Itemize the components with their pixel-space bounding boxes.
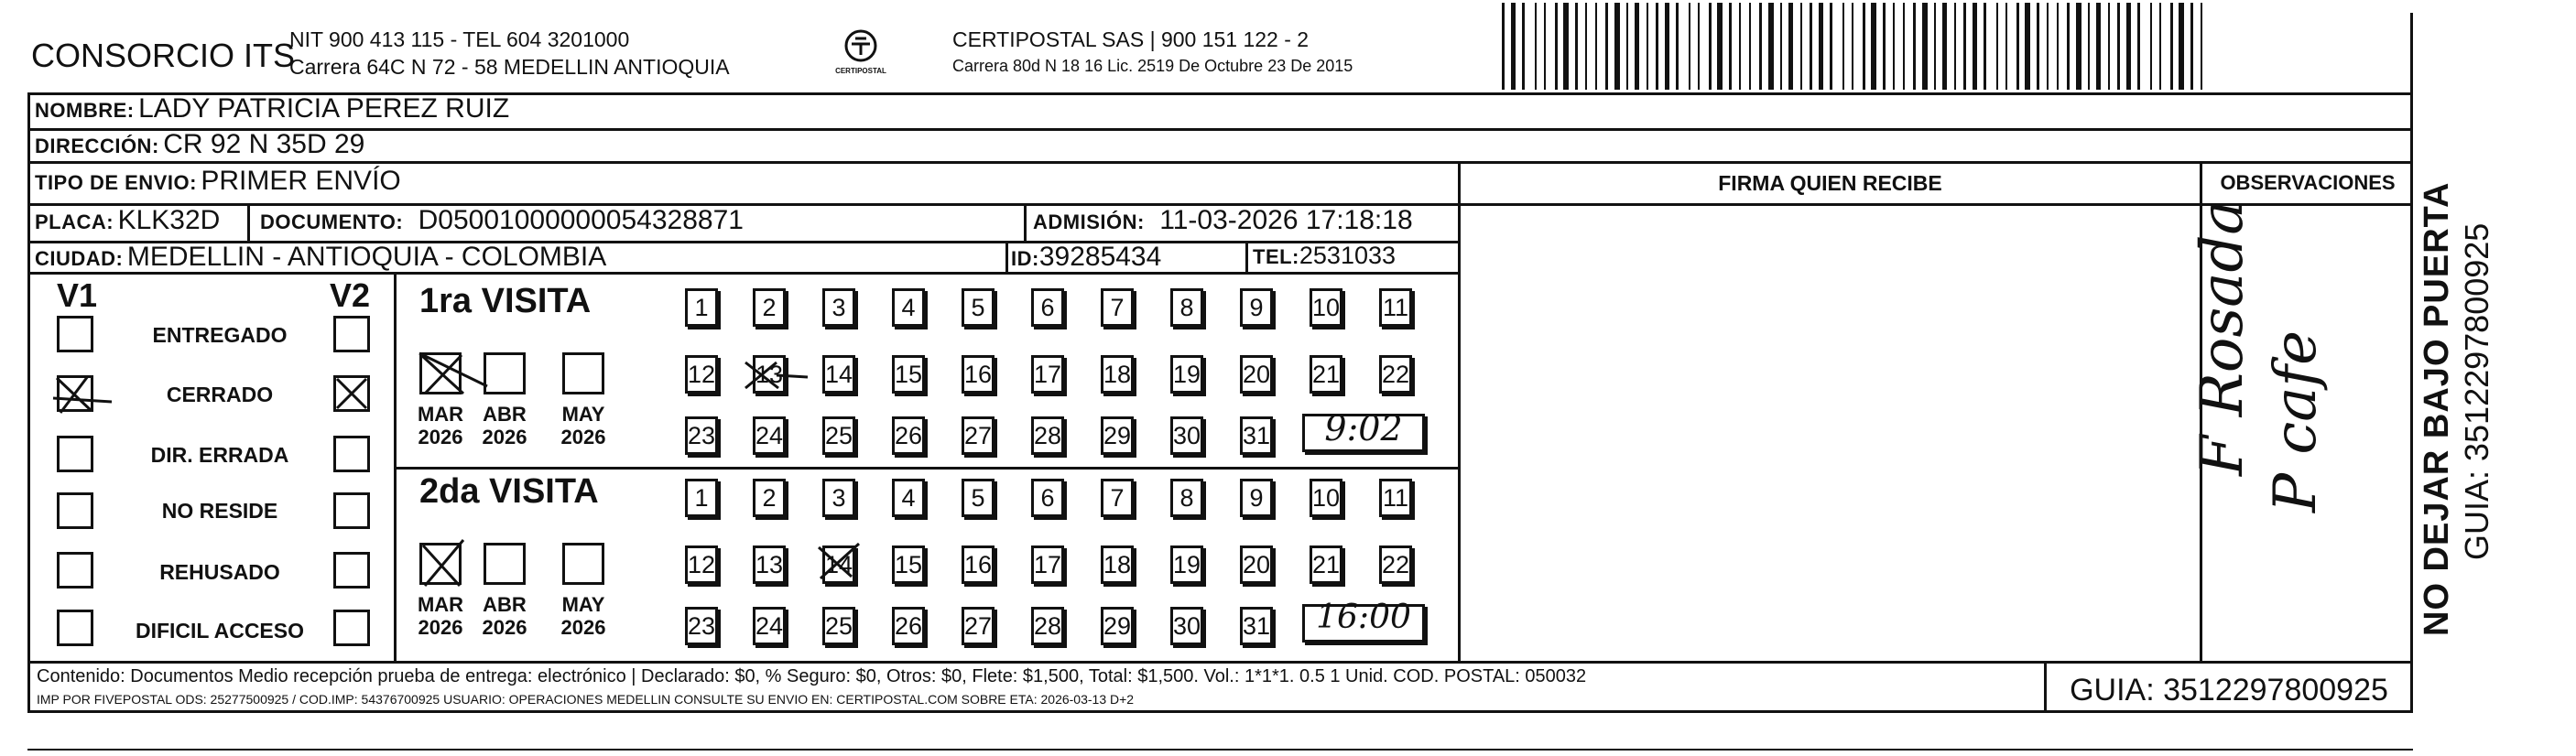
side-guia-number: GUIA: 3512297800925 bbox=[2458, 222, 2495, 560]
visit2-day-5[interactable]: 5 bbox=[962, 479, 995, 517]
visit1-day-29[interactable]: 29 bbox=[1101, 416, 1134, 455]
barcode-bar bbox=[1996, 3, 1998, 90]
visit2-month-may: MAY 2026 bbox=[560, 593, 606, 639]
v1-checkbox-dir-errada[interactable] bbox=[57, 436, 93, 472]
visit2-day-11[interactable]: 11 bbox=[1379, 479, 1412, 517]
carrier-address: Carrera 80d N 18 16 Lic. 2519 De Octubre 23 De 2015 bbox=[952, 57, 1353, 75]
visit1-day-11[interactable]: 11 bbox=[1379, 288, 1412, 327]
barcode-bar bbox=[1689, 3, 1690, 90]
barcode-bar bbox=[1511, 3, 1516, 90]
visit1-day-22[interactable]: 22 bbox=[1379, 355, 1412, 394]
visit1-day-3[interactable]: 3 bbox=[822, 288, 855, 327]
v2-header: V2 bbox=[330, 276, 371, 314]
visit2-day-14[interactable]: 14 bbox=[822, 545, 855, 584]
visit2-day-28[interactable]: 28 bbox=[1031, 607, 1064, 645]
visit2-time: 16:00 bbox=[1316, 599, 1411, 636]
nombre-row bbox=[35, 93, 509, 124]
barcode-bar bbox=[2005, 3, 2007, 90]
visit2-day-7[interactable]: 7 bbox=[1101, 479, 1134, 517]
v1-checkbox-no-reside[interactable] bbox=[57, 492, 93, 529]
company-name: CONSORCIO ITS bbox=[31, 37, 296, 74]
ciudad-value: MEDELLIN - ANTIOQUIA - COLOMBIA bbox=[126, 242, 607, 272]
documento-label: DOCUMENTO: bbox=[260, 211, 404, 233]
barcode-bar bbox=[1934, 3, 1936, 90]
barcode-bar bbox=[1739, 3, 1741, 90]
barcode-bar bbox=[1605, 3, 1608, 90]
v1-header: V1 bbox=[57, 276, 98, 314]
visit2-day-13[interactable]: 13 bbox=[753, 545, 786, 584]
visit1-month-may: MAY 2026 bbox=[560, 403, 606, 448]
direccion-row bbox=[35, 129, 364, 160]
visit2-day-15[interactable]: 15 bbox=[892, 545, 925, 584]
visit2-day-30[interactable]: 30 bbox=[1170, 607, 1203, 645]
barcode-bar bbox=[1522, 3, 1525, 90]
firma-header: FIRMA QUIEN RECIBE bbox=[1718, 171, 1942, 195]
visit1-day-9[interactable]: 9 bbox=[1240, 288, 1273, 327]
barcode-bar bbox=[1759, 3, 1762, 90]
visit2-day-8[interactable]: 8 bbox=[1170, 479, 1203, 517]
ciudad-row bbox=[35, 242, 606, 273]
direccion-value: CR 92 N 35D 29 bbox=[163, 129, 365, 159]
barcode-bar bbox=[1963, 3, 1966, 90]
v2-checkbox-rehusado[interactable] bbox=[333, 552, 370, 589]
visit2-day-12[interactable]: 12 bbox=[685, 545, 718, 584]
status-dificil-acceso: DIFICIL ACCESO bbox=[135, 619, 304, 643]
barcode-bar bbox=[1942, 3, 1947, 90]
visit1-day-12[interactable]: 12 bbox=[685, 355, 718, 394]
barcode-bar bbox=[1984, 3, 1986, 90]
barcode-bar bbox=[1922, 3, 1928, 90]
status-entregado: ENTREGADO bbox=[152, 323, 288, 347]
visit2-day-3[interactable]: 3 bbox=[822, 479, 855, 517]
logo-icon bbox=[842, 27, 879, 64]
barcode-bar bbox=[2126, 3, 2131, 90]
visit1-day-30[interactable]: 30 bbox=[1170, 416, 1203, 455]
barcode-bar bbox=[1535, 3, 1537, 90]
logo-text: CERTIPOSTAL bbox=[835, 67, 886, 75]
company-nit: NIT 900 413 115 - TEL 604 3201000 bbox=[289, 27, 630, 51]
tipo-row bbox=[35, 166, 401, 197]
visit2-day-29[interactable]: 29 bbox=[1101, 607, 1134, 645]
visit1-day-21[interactable]: 21 bbox=[1310, 355, 1342, 394]
id-value: 39285434 bbox=[1038, 242, 1162, 272]
status-rehusado: REHUSADO bbox=[159, 560, 280, 584]
visit1-day-13[interactable]: 13 bbox=[753, 355, 786, 394]
barcode-bar bbox=[1544, 3, 1546, 90]
visit1-month-abr: ABR 2026 bbox=[482, 403, 527, 448]
visit1-month-mar-checkbox[interactable] bbox=[419, 352, 462, 394]
barcode-bar bbox=[2057, 3, 2059, 90]
visit1-day-4[interactable]: 4 bbox=[892, 288, 925, 327]
visit1-day-20[interactable]: 20 bbox=[1240, 355, 1273, 394]
status-no-reside: NO RESIDE bbox=[161, 499, 278, 523]
bottom-rule bbox=[27, 749, 2413, 751]
visit1-day-25[interactable]: 25 bbox=[822, 416, 855, 455]
visit2-day-24[interactable]: 24 bbox=[753, 607, 786, 645]
admision-value: 11-03-2026 17:18:18 bbox=[1159, 205, 1413, 235]
barcode-bar bbox=[1698, 3, 1700, 90]
visit2-day-31[interactable]: 31 bbox=[1240, 607, 1273, 645]
visit2-day-23[interactable]: 23 bbox=[685, 607, 718, 645]
barcode bbox=[1502, 3, 2216, 90]
barcode-bar bbox=[1749, 3, 1751, 90]
observation-handwriting-1: F Rosada bbox=[2189, 200, 2256, 476]
barcode-bar bbox=[1595, 3, 1597, 90]
barcode-bar bbox=[1729, 3, 1732, 90]
nombre-value: LADY PATRICIA PEREZ RUIZ bbox=[138, 93, 510, 124]
placa-value: KLK32D bbox=[117, 205, 221, 235]
visit1-day-14[interactable]: 14 bbox=[822, 355, 855, 394]
tel-label: TEL: bbox=[1253, 245, 1299, 268]
barcode-bar bbox=[1614, 3, 1620, 90]
visit1-day-7[interactable]: 7 bbox=[1101, 288, 1134, 327]
barcode-bar bbox=[2047, 3, 2049, 90]
footer-guia: GUIA: 3512297800925 bbox=[2070, 673, 2388, 707]
visit2-month-mar-checkbox[interactable] bbox=[419, 543, 462, 585]
barcode-bar bbox=[2117, 3, 2120, 90]
barcode-bar bbox=[1717, 3, 1723, 90]
visit2-day-10[interactable]: 10 bbox=[1310, 479, 1342, 517]
barcode-bar bbox=[1768, 3, 1774, 90]
barcode-bar bbox=[1575, 3, 1578, 90]
barcode-bar bbox=[2088, 3, 2090, 90]
visit2-day-22[interactable]: 22 bbox=[1379, 545, 1412, 584]
footer-contenido: Contenido: Documentos Medio recepción prueba de entrega: electrónico | Declarado: $0, % Seguro: $0, Otros: $0, Flete: $1,500, Total: $1,500. Vol.: 1*1*1. 0.5 1 Unid. COD. POSTAL: 050032 bbox=[37, 666, 1587, 686]
visit1-day-18[interactable]: 18 bbox=[1101, 355, 1134, 394]
visit2-day-27[interactable]: 27 bbox=[962, 607, 995, 645]
documento-row bbox=[260, 205, 744, 236]
visit2-day-18[interactable]: 18 bbox=[1101, 545, 1134, 584]
barcode-bar bbox=[1871, 3, 1876, 90]
visit1-day-1[interactable]: 1 bbox=[685, 288, 718, 327]
visit1-month-abr-checkbox[interactable] bbox=[484, 352, 526, 394]
visit1-day-17[interactable]: 17 bbox=[1031, 355, 1064, 394]
barcode-bar bbox=[1863, 3, 1865, 90]
v2-checkbox-no-reside[interactable] bbox=[333, 492, 370, 529]
visit2-day-17[interactable]: 17 bbox=[1031, 545, 1064, 584]
carrier-name: CERTIPOSTAL SAS | 900 151 122 - 2 bbox=[952, 27, 1310, 51]
admision-row bbox=[1033, 205, 1413, 236]
v1-checkbox-rehusado[interactable] bbox=[57, 552, 93, 589]
visit1-day-15[interactable]: 15 bbox=[892, 355, 925, 394]
barcode-bar bbox=[1903, 3, 1905, 90]
barcode-bar bbox=[1647, 3, 1648, 90]
barcode-bar bbox=[1780, 3, 1782, 90]
id-row bbox=[1011, 242, 1161, 273]
visit2-title: 2da VISITA bbox=[419, 472, 599, 511]
barcode-bar bbox=[1883, 3, 1886, 90]
barcode-bar bbox=[1555, 3, 1558, 90]
visit1-day-2[interactable]: 2 bbox=[753, 288, 786, 327]
visit2-month-abr: ABR 2026 bbox=[482, 593, 527, 639]
barcode-bar bbox=[2150, 3, 2152, 90]
v1-checkbox-cerrado[interactable] bbox=[57, 375, 93, 412]
barcode-bar bbox=[2067, 3, 2070, 90]
no-dejar-bajo-puerta-notice: NO DEJAR BAJO PUERTA bbox=[2418, 181, 2456, 636]
barcode-bar bbox=[1973, 3, 1977, 90]
tel-value: 2531033 bbox=[1299, 242, 1397, 269]
frame-right-extension bbox=[2410, 13, 2413, 168]
tipo-label: TIPO DE ENVIO: bbox=[35, 171, 197, 194]
visit1-day-8[interactable]: 8 bbox=[1170, 288, 1203, 327]
visit2-day-2[interactable]: 2 bbox=[753, 479, 786, 517]
barcode-bar bbox=[1635, 3, 1639, 90]
v2-checkbox-cerrado[interactable] bbox=[333, 375, 370, 412]
tel-row bbox=[1253, 242, 1396, 270]
visit1-day-24[interactable]: 24 bbox=[753, 416, 786, 455]
visit1-title: 1ra VISITA bbox=[419, 282, 592, 320]
visit2-month-mar: MAR 2026 bbox=[417, 593, 464, 639]
barcode-bar bbox=[1626, 3, 1628, 90]
admision-label: ADMISIÓN: bbox=[1033, 211, 1145, 233]
barcode-bar bbox=[2037, 3, 2039, 90]
company-address: Carrera 64C N 72 - 58 MEDELLIN ANTIOQUIA bbox=[289, 55, 730, 79]
visit2-month-abr-checkbox[interactable] bbox=[484, 543, 526, 585]
barcode-bar bbox=[2076, 3, 2081, 90]
visit2-day-16[interactable]: 16 bbox=[962, 545, 995, 584]
id-label: ID: bbox=[1011, 247, 1039, 270]
barcode-bar bbox=[1842, 3, 1844, 90]
visit1-time: 9:02 bbox=[1324, 408, 1403, 448]
visit2-month-may-checkbox[interactable] bbox=[562, 543, 604, 585]
visit2-day-4[interactable]: 4 bbox=[892, 479, 925, 517]
ciudad-label: CIUDAD: bbox=[35, 247, 124, 270]
placa-label: PLACA: bbox=[35, 211, 114, 233]
barcode-bar bbox=[2096, 3, 2101, 90]
barcode-bar bbox=[2201, 3, 2202, 90]
visit2-day-9[interactable]: 9 bbox=[1240, 479, 1273, 517]
tipo-value: PRIMER ENVÍO bbox=[201, 166, 401, 196]
documento-value: D05001000000054328871 bbox=[418, 205, 744, 235]
barcode-bar bbox=[1665, 3, 1669, 90]
barcode-bar bbox=[2016, 3, 2019, 90]
barcode-bar bbox=[1800, 3, 1802, 90]
placa-row bbox=[35, 205, 220, 236]
barcode-bar bbox=[1893, 3, 1895, 90]
visit2-day-1[interactable]: 1 bbox=[685, 479, 718, 517]
barcode-bar bbox=[1676, 3, 1679, 90]
status-cerrado: CERRADO bbox=[166, 383, 274, 406]
barcode-bar bbox=[1709, 3, 1712, 90]
visit1-day-6[interactable]: 6 bbox=[1031, 288, 1064, 327]
v1-checkbox-entregado[interactable] bbox=[57, 316, 93, 352]
visit2-day-26[interactable]: 26 bbox=[892, 607, 925, 645]
v2-checkbox-dificil-acceso[interactable] bbox=[333, 610, 370, 646]
barcode-bar bbox=[1954, 3, 1956, 90]
barcode-bar bbox=[2190, 3, 2193, 90]
visit1-day-31[interactable]: 31 bbox=[1240, 416, 1273, 455]
visit2-day-19[interactable]: 19 bbox=[1170, 545, 1203, 584]
observation-handwriting-2: P cafe bbox=[2262, 330, 2330, 513]
v2-checkbox-entregado[interactable] bbox=[333, 316, 370, 352]
barcode-bar bbox=[1563, 3, 1569, 90]
barcode-bar bbox=[2137, 3, 2140, 90]
visit1-day-28[interactable]: 28 bbox=[1031, 416, 1064, 455]
nombre-label: NOMBRE: bbox=[35, 99, 135, 122]
visit1-day-10[interactable]: 10 bbox=[1310, 288, 1342, 327]
visit1-day-16[interactable]: 16 bbox=[962, 355, 995, 394]
barcode-bar bbox=[2179, 3, 2184, 90]
visit2-day-6[interactable]: 6 bbox=[1031, 479, 1064, 517]
visit1-day-19[interactable]: 19 bbox=[1170, 355, 1203, 394]
v2-checkbox-dir-errada[interactable] bbox=[333, 436, 370, 472]
visit1-day-27[interactable]: 27 bbox=[962, 416, 995, 455]
certipostal-logo bbox=[829, 27, 893, 75]
barcode-bar bbox=[1788, 3, 1793, 90]
barcode-bar bbox=[1852, 3, 1853, 90]
visit1-month-may-checkbox[interactable] bbox=[562, 352, 604, 394]
barcode-bar bbox=[2170, 3, 2173, 90]
barcode-bar bbox=[1502, 3, 1505, 90]
barcode-bar bbox=[1810, 3, 1812, 90]
visit2-day-25[interactable]: 25 bbox=[822, 607, 855, 645]
barcode-bar bbox=[1656, 3, 1658, 90]
visit1-day-26[interactable]: 26 bbox=[892, 416, 925, 455]
visit2-day-21[interactable]: 21 bbox=[1310, 545, 1342, 584]
direccion-label: DIRECCIÓN: bbox=[35, 135, 159, 157]
observaciones-header: OBSERVACIONES bbox=[2220, 171, 2396, 194]
visit1-day-23[interactable]: 23 bbox=[685, 416, 718, 455]
footer-imp-line: IMP POR FIVEPOSTAL ODS: 25277500925 / COD.IMP: 54376700925 USUARIO: OPERACIONES MEDELLIN CONSULTE SU ENVIO EN: CERTIPOSTAL.COM SOBRE ETA: 2026-03-13 D+2 bbox=[37, 692, 1135, 707]
barcode-bar bbox=[2108, 3, 2110, 90]
visit2-day-20[interactable]: 20 bbox=[1240, 545, 1273, 584]
barcode-bar bbox=[1830, 3, 1832, 90]
visit1-day-5[interactable]: 5 bbox=[962, 288, 995, 327]
v1-checkbox-dificil-acceso[interactable] bbox=[57, 610, 93, 646]
barcode-bar bbox=[2025, 3, 2030, 90]
status-dir-errada: DIR. ERRADA bbox=[150, 443, 289, 467]
barcode-bar bbox=[2159, 3, 2161, 90]
barcode-bar bbox=[1913, 3, 1916, 90]
visit1-month-mar: MAR 2026 bbox=[417, 403, 464, 448]
barcode-bar bbox=[1819, 3, 1823, 90]
barcode-bar bbox=[1585, 3, 1587, 90]
